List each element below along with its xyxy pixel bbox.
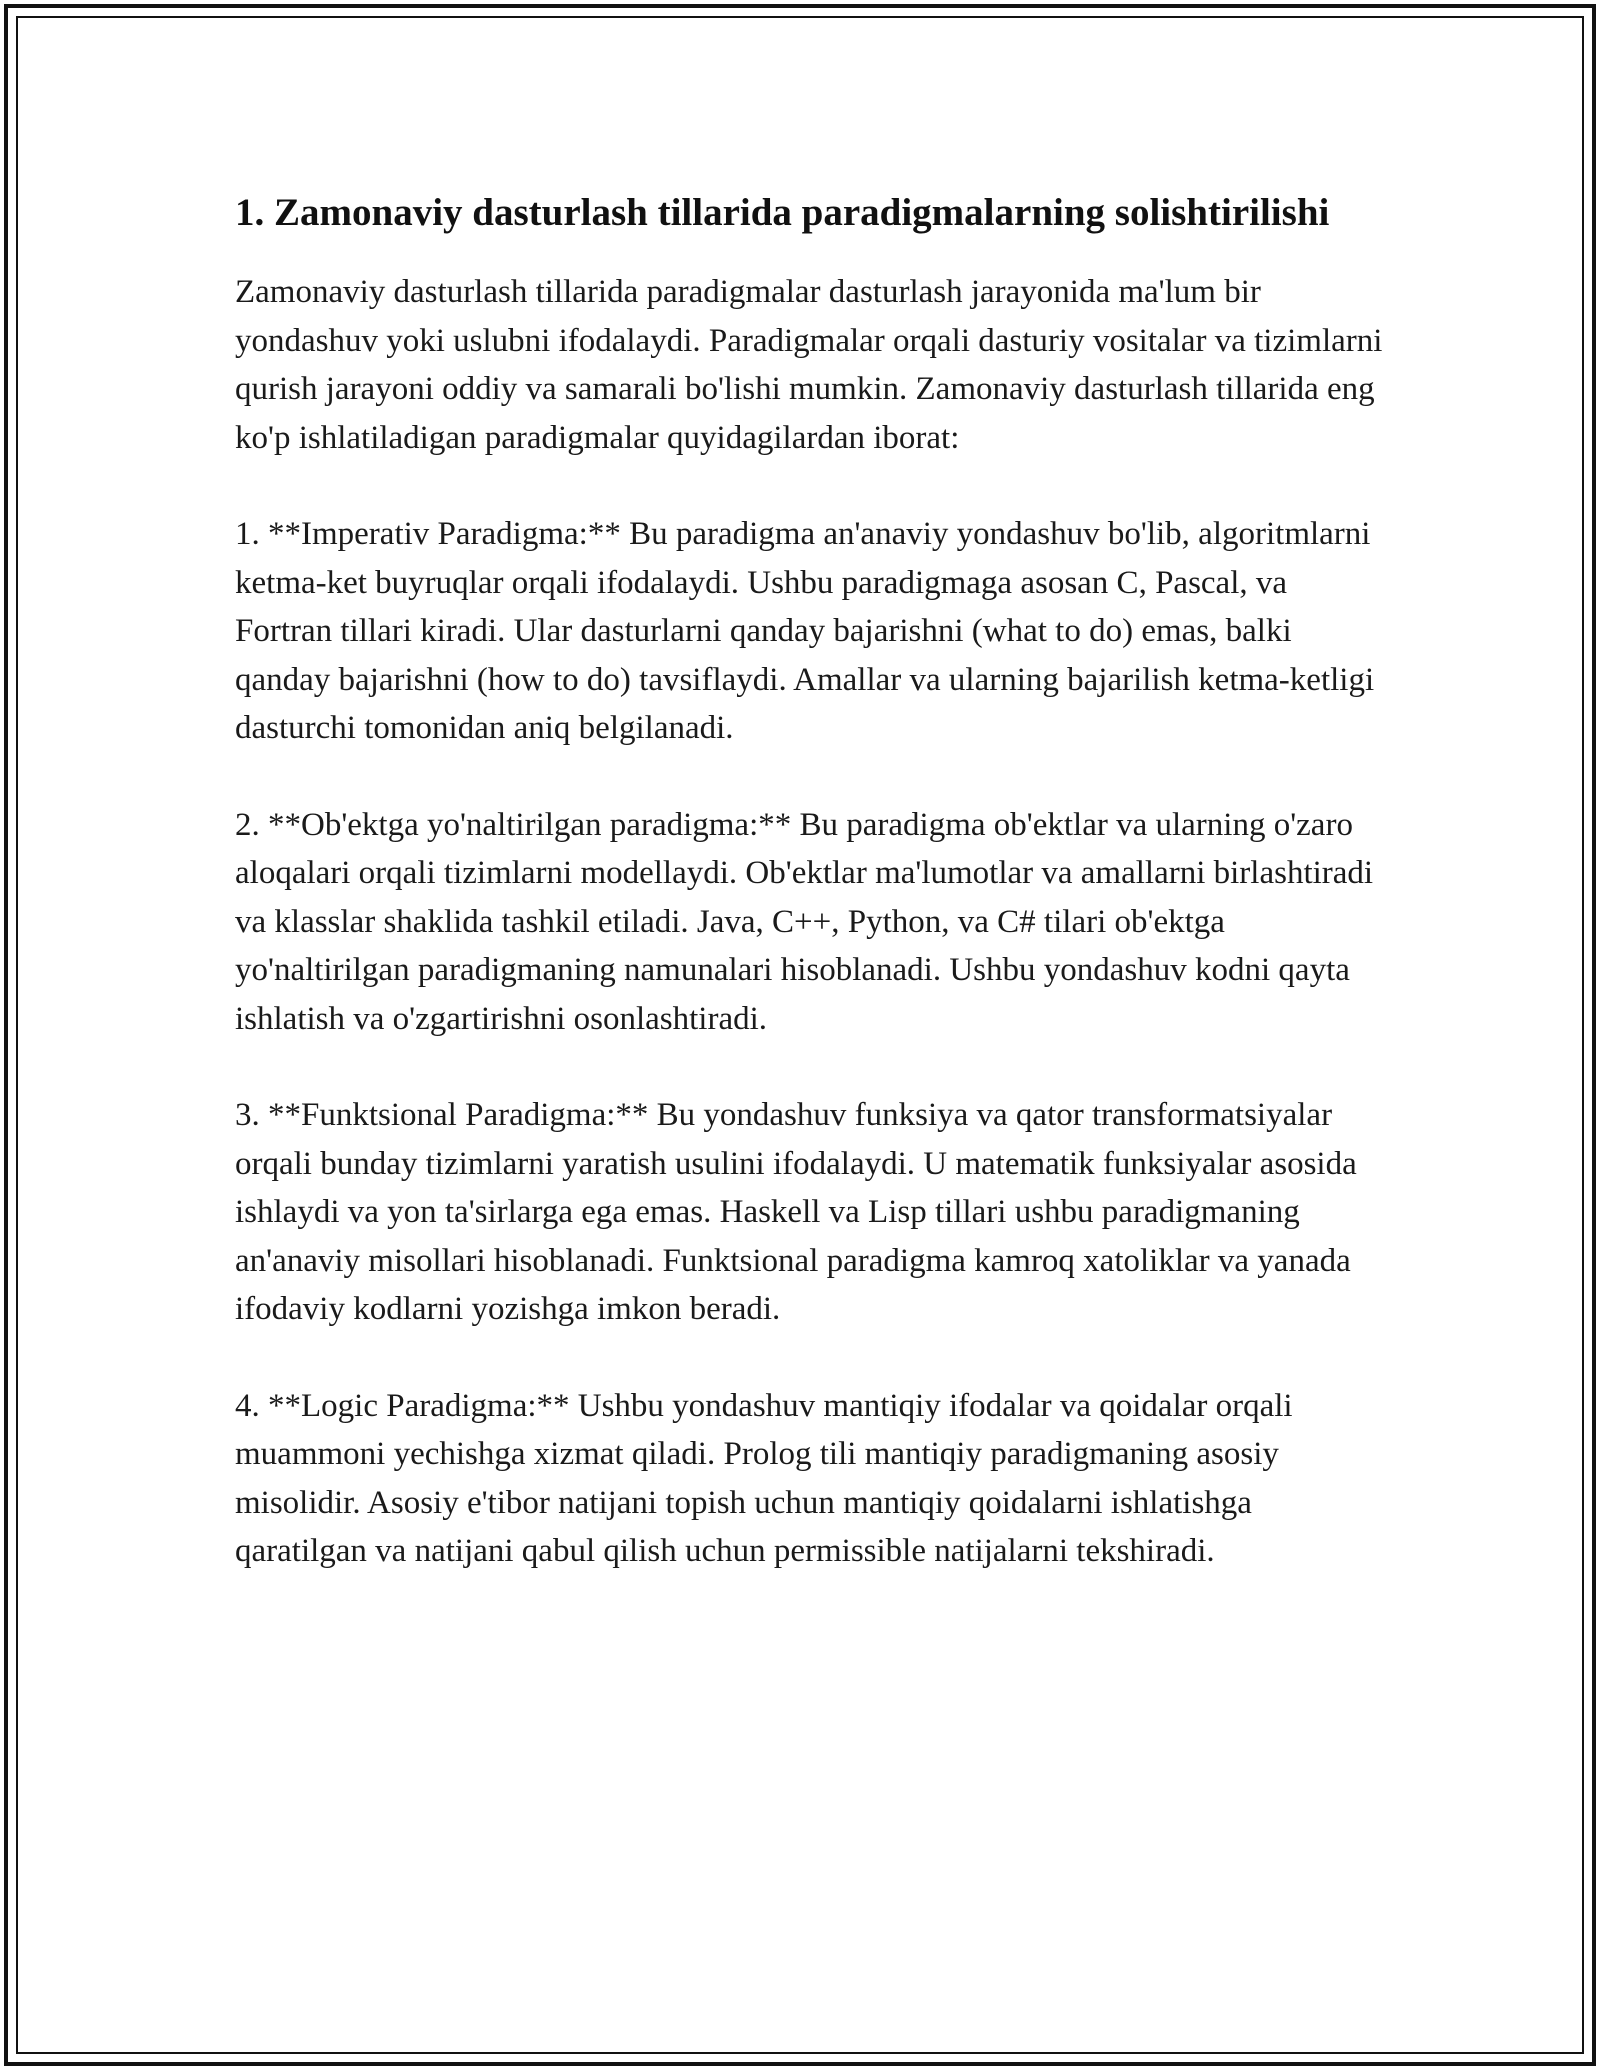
logic-paradigm-paragraph: 4. **Logic Paradigma:** Ushbu yondashuv mantiqiy ifodalar va qoidalar orqali muammoni yechishga xizmat qiladi. Prolog tili mantiqiy paradigmaning asosiy misolidir. Asosiy e'tibor natijani topish uchun mantiqiy qoidalarni ishlatishga qaratilgan va natijani qabul qilish uchun permissible natijalarni tekshiradi. xyxy=(235,1387,1293,1569)
imperative-paradigm-paragraph: 1. **Imperativ Paradigma:** Bu paradigma an'anaviy yondashuv bo'lib, algoritmlarni ketma-ket buyruqlar orqali ifodalaydi. Ushbu paradigmaga asosan C, Pascal, va Fortran tillari kiradi. Ular dasturlarni qanday bajarishni (what to do) emas, balki qanday bajarishni (how to do) tavsiflaydi. Amallar va ularning bajarilish ketma-ketligi dasturchi tomonidan aniq belgilanadi. xyxy=(235,516,1375,746)
document-body xyxy=(235,185,1385,1624)
document-title: 1. Zamonaviy dasturlash tillarida paradigmalarning solishtirilishi xyxy=(235,191,1330,234)
functional-paradigm-paragraph: 3. **Funktsional Paradigma:** Bu yondashuv funksiya va qator transformatsiyalar orqali bunday tizimlarni yaratish usulini ifodalaydi. U matematik funksiyalar asosida ishlaydi va yon ta'sirlarga ega emas. Haskell va Lisp tillari ushbu paradigmaning an'anaviy misollari hisoblanadi. Funktsional paradigma kamroq xatoliklar va yanada ifodaviy kodlarni yozishga imkon beradi. xyxy=(235,1097,1357,1327)
intro-paragraph: Zamonaviy dasturlash tillarida paradigmalar dasturlash jarayonida ma'lum bir yondashuv yoki uslubni ifodalaydi. Paradigmalar orqali dasturiy vositalar va tizimlarni qurish jarayoni oddiy va samarali bo'lishi mumkin. Zamonaviy dasturlash tillarida eng ko'p ishlatiladigan paradigmalar quyidagilardan iborat: xyxy=(235,274,1383,456)
object-oriented-paradigm-paragraph: 2. **Ob'ektga yo'naltirilgan paradigma:** Bu paradigma ob'ektlar va ularning o'zaro aloqalari orqali tizimlarni modellaydi. Ob'ektlar ma'lumotlar va amallarni birlashtiradi va klasslar shaklida tashkil etiladi. Java, C++, Python, va C# tilari ob'ektga yo'naltirilgan paradigmaning namunalari hisoblanadi. Ushbu yondashuv kodni qayta ishlatish va o'zgartirishni osonlashtiradi. xyxy=(235,806,1374,1037)
